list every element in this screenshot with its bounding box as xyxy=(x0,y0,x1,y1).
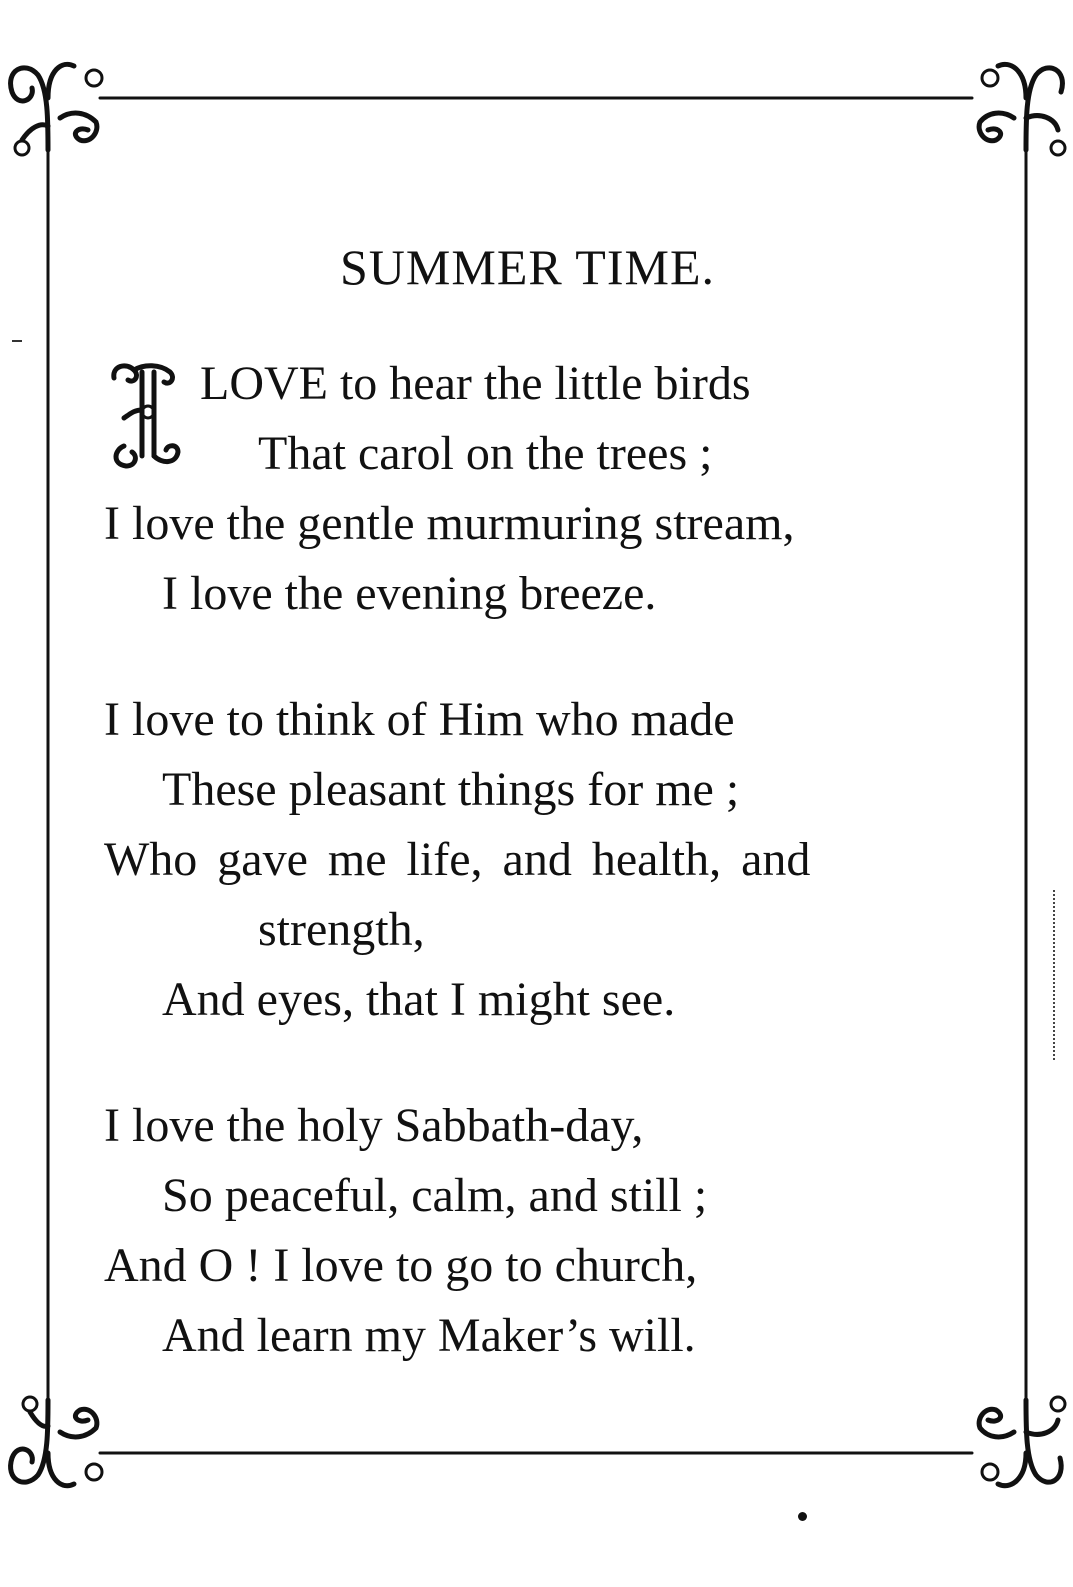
print-speck xyxy=(798,1512,807,1521)
scroll-flourish-icon xyxy=(979,64,1065,155)
poem-line: strength, xyxy=(258,903,425,956)
poem-line: And learn my Maker’s will. xyxy=(162,1309,696,1362)
poem-line: And O ! I love to go to church, xyxy=(104,1239,698,1292)
poem-line: I love to think of Him who made xyxy=(104,693,735,746)
poem-line: That carol on the trees ; xyxy=(258,427,713,480)
poem-line: I love the evening breeze. xyxy=(162,567,657,620)
scroll-flourish-icon xyxy=(979,1397,1065,1486)
ornate-initial-icon xyxy=(104,360,184,470)
poem-line: Who gave me life, and health, and xyxy=(104,833,811,886)
poem-line: I love the holy Sabbath-day, xyxy=(104,1099,644,1152)
poem-line: And eyes, that I might see. xyxy=(162,973,676,1026)
poem-line: So peaceful, calm, and still ; xyxy=(162,1169,708,1222)
scroll-flourish-icon xyxy=(11,1397,102,1486)
print-speck xyxy=(12,340,22,342)
scroll-flourish-icon xyxy=(11,64,102,155)
page-edge-mark xyxy=(1053,890,1059,1060)
poem-title: SUMMER TIME. xyxy=(339,239,715,295)
poem-line: These pleasant things for me ; xyxy=(162,763,740,816)
poem-line: LOVE to hear the little birds xyxy=(200,357,751,410)
poem-line: I love the gentle murmuring stream, xyxy=(104,497,795,550)
